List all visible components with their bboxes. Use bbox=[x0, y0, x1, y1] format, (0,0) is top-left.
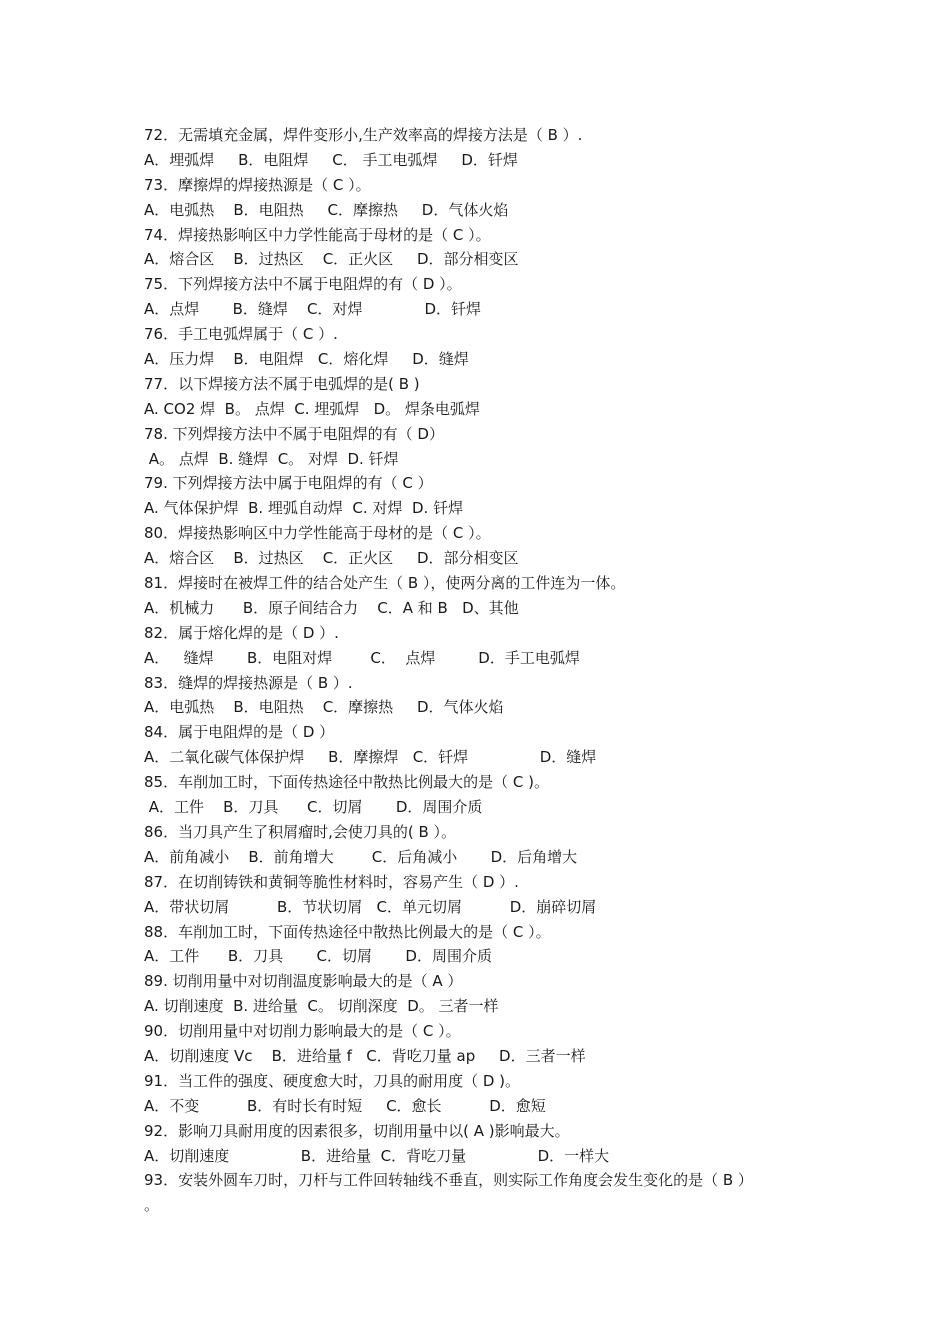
document-line: A. CO2 焊 B。 点焊 C. 埋弧焊 D。 焊条电弧焊 bbox=[144, 399, 480, 418]
document-line: 78. 下列焊接方法中不属于电阻焊的有（ D） bbox=[144, 424, 444, 443]
document-line: A．前角减小 B．前角增大 C．后角减小 D．后角增大 bbox=[144, 847, 578, 866]
document-line: 。 bbox=[144, 1196, 160, 1215]
document-line: A．二氧化碳气体保护焊 B．摩擦焊 C．钎焊 D．缝焊 bbox=[144, 748, 597, 767]
question-list bbox=[144, 123, 824, 1218]
document-line: 89. 切削用量中对切削温度影响最大的是（ A ） bbox=[144, 972, 463, 991]
document-line: A．工件 B．刀具 C．切屑 D．周围介质 bbox=[144, 798, 483, 817]
document-line: 73．摩擦焊的焊接热源是（ C ）。 bbox=[144, 175, 371, 194]
document-line: 87．在切削铸铁和黄铜等脆性材料时，容易产生（ D ）. bbox=[144, 872, 519, 891]
document-line: A．机械力 B．原子间结合力 C．A 和 B D、其他 bbox=[144, 598, 519, 617]
document-line: 88．车削加工时，下面传热途径中散热比例最大的是（ C ）。 bbox=[144, 922, 551, 941]
document-line: 74．焊接热影响区中力学性能高于母材的是（ C ）。 bbox=[144, 225, 491, 244]
document-line: A．不变 B．有时长有时短 C．愈长 D．愈短 bbox=[144, 1096, 546, 1115]
document-line: 91．当工件的强度、硬度愈大时，刀具的耐用度（ D )。 bbox=[144, 1071, 521, 1090]
document-line: 81．焊接时在被焊工件的结合处产生（ B ），使两分离的工件连为一体。 bbox=[144, 574, 626, 593]
document-line: A．切削速度 Vc B．进给量 f C．背吃刀量 ap D．三者一样 bbox=[144, 1046, 586, 1065]
document-line: 82．属于熔化焊的是（ D ）. bbox=[144, 623, 339, 642]
document-line: 75．下列焊接方法中不属于电阻焊的有（ D ）。 bbox=[144, 275, 462, 294]
document-line: 84．属于电阻焊的是（ D ） bbox=[144, 723, 335, 742]
document-line: 92．影响刀具耐用度的因素很多，切削用量中以( A )影响最大。 bbox=[144, 1121, 570, 1140]
document-line: 79. 下列焊接方法中属于电阻焊的有（ C ） bbox=[144, 474, 433, 493]
document-line: A. 气体保护焊 B. 埋弧自动焊 C. 对焊 D. 钎焊 bbox=[144, 499, 464, 518]
document-line: A．熔合区 B．过热区 C．正火区 D．部分相变区 bbox=[144, 549, 519, 568]
document-line: A．切削速度 B．进给量 C．背吃刀量 D．一样大 bbox=[144, 1146, 610, 1165]
document-line: 77．以下焊接方法不属于电弧焊的是( B ) bbox=[144, 374, 420, 393]
document-line: 83．缝焊的焊接热源是（ B ）. bbox=[144, 673, 353, 692]
document-line: A．压力焊 B．电阻焊 C．熔化焊 D．缝焊 bbox=[144, 350, 469, 369]
document-line: A．工件 B．刀具 C．切屑 D．周围介质 bbox=[144, 947, 492, 966]
document-line: A．埋弧焊 B．电阻焊 C． 手工电弧焊 D．钎焊 bbox=[144, 150, 518, 169]
document-line: A．电弧热 B．电阻热 C．摩擦热 D．气体火焰 bbox=[144, 200, 509, 219]
document-line: 72．无需填充金属，焊件变形小,生产效率高的焊接方法是（ B ）. bbox=[144, 126, 583, 144]
document-line: 93．安装外圆车刀时，刀杆与工件回转轴线不垂直，则实际工作角度会发生变化的是（ B ） bbox=[144, 1171, 753, 1190]
document-line: 76．手工电弧焊属于（ C ）. bbox=[144, 325, 338, 344]
document-line: A． 缝焊 B．电阻对焊 C． 点焊 D．手工电弧焊 bbox=[144, 648, 580, 667]
document-line: 85．车削加工时，下面传热途径中散热比例最大的是（ C )。 bbox=[144, 773, 549, 792]
document-line: A。 点焊 B. 缝焊 C。 对焊 D. 钎焊 bbox=[144, 449, 399, 468]
document-line: 80．焊接热影响区中力学性能高于母材的是（ C ）。 bbox=[144, 524, 491, 543]
document-line: A．带状切屑 B．节状切屑 C．单元切屑 D．崩碎切屑 bbox=[144, 897, 597, 916]
document-line: A．点焊 B．缝焊 C．对焊 D．钎焊 bbox=[144, 300, 482, 319]
document-line: A．熔合区 B．过热区 C．正火区 D．部分相变区 bbox=[144, 250, 519, 269]
document-line: 90．切削用量中对切削力影响最大的是（ C ）。 bbox=[144, 1022, 461, 1041]
document-line: A. 切削速度 B. 进给量 C。 切削深度 D。 三者一样 bbox=[144, 997, 499, 1016]
document-line: 86．当刀具产生了积屑瘤时,会使刀具的( B ）。 bbox=[144, 822, 457, 841]
document-line: A．电弧热 B．电阻热 C．摩擦热 D．气体火焰 bbox=[144, 698, 504, 717]
